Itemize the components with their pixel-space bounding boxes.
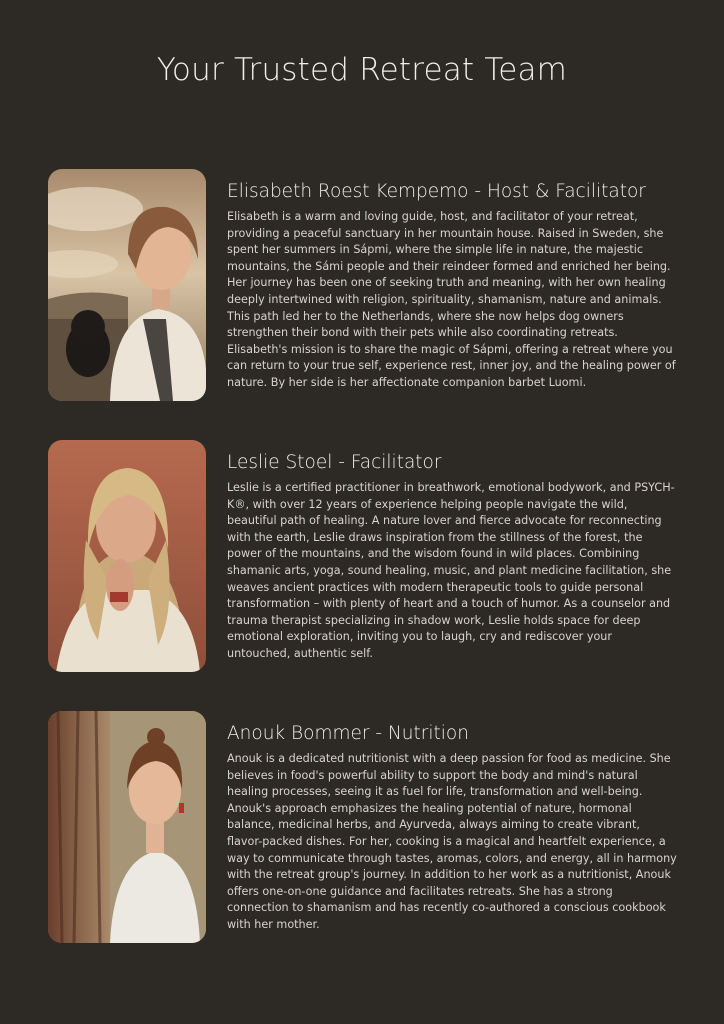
member-bio: Anouk is a dedicated nutritionist with a deep passion for food as medicine. She believes in food's powerful ability to support the body and mind's natural healing processes, seeing it as fuel for life, transformation and well-being. Anouk's approach emphasizes the healing potential of nature, hormonal balance, medicinal herbs, and Ayurveda, always aiming to create vibrant, flavor-packed dishes. For her, cooking is a magical and heartfelt experience, a way to communicate through tastes, aromas, colors, and energy, all in harmony with the retreat group's journey. In addition to her work as a nutritionist, Anouk offers one-on-one guidance and facilitates retreats. She has a strong connection to shamanism and has recently co-authored a conscious cookbook with her mother. bbox=[227, 752, 677, 931]
info-leslie bbox=[227, 452, 677, 663]
member-bio: Elisabeth is a warm and loving guide, host, and facilitator of your retreat, providing a peaceful sanctuary in her mountain house. Raised in Sweden, she spent her summers in Sápmi, where the simple life in nature, the majestic mountains, the Sámi people and their reindeer formed and enriched her being. Her journey has been one of seeking truth and meaning, with her own healing deeply intertwined with religion, spirituality, shamanism, nature and animals. This path led her to the Netherlands, where she now helps dog owners strengthen their bond with their pets while also coordinating retreats. Elisabeth's mission is to share the magic of Sápmi, offering a retreat where you can return to your true self, experience rest, inner joy, and the healing power of nature. By her side is her affectionate companion barbet Luomi. bbox=[227, 210, 676, 389]
team-member-leslie bbox=[48, 440, 688, 675]
team-member-anouk bbox=[48, 711, 688, 946]
photo-elisabeth bbox=[48, 169, 206, 401]
member-bio: Leslie is a certified practitioner in breathwork, emotional bodywork, and PSYCH-K®, with over 12 years of experience helping people navigate the wild, beautiful path of healing. A nature lover and fierce advocate for reconnecting with the earth, Leslie draws inspiration from the stillness of the forest, the power of the mountains, and the wisdom found in wild places. Combining shamanic arts, yoga, sound healing, music, and plant medicine facilitation, she weaves ancient practices with modern therapeutic tools to guide personal transformation – with plenty of heart and a touch of humor. As a counselor and trauma therapist specializing in shadow work, Leslie holds space for deep emotional exploration, inviting you to laugh, cry and rediscover your untouched, authentic self. bbox=[227, 481, 675, 660]
member-name: Anouk Bommer - Nutrition bbox=[227, 723, 469, 744]
info-anouk bbox=[227, 723, 677, 934]
page-title: Your Trusted Retreat Team bbox=[156, 52, 568, 88]
info-elisabeth bbox=[227, 181, 677, 392]
team-member-elisabeth bbox=[48, 169, 688, 404]
portrait-elisabeth bbox=[48, 169, 206, 401]
member-name: Elisabeth Roest Kempemo - Host & Facilitator bbox=[227, 181, 646, 202]
photo-anouk bbox=[48, 711, 206, 943]
member-name: Leslie Stoel - Facilitator bbox=[227, 452, 442, 473]
portrait-leslie bbox=[48, 440, 206, 672]
photo-leslie bbox=[48, 440, 206, 672]
portrait-anouk bbox=[48, 711, 206, 943]
